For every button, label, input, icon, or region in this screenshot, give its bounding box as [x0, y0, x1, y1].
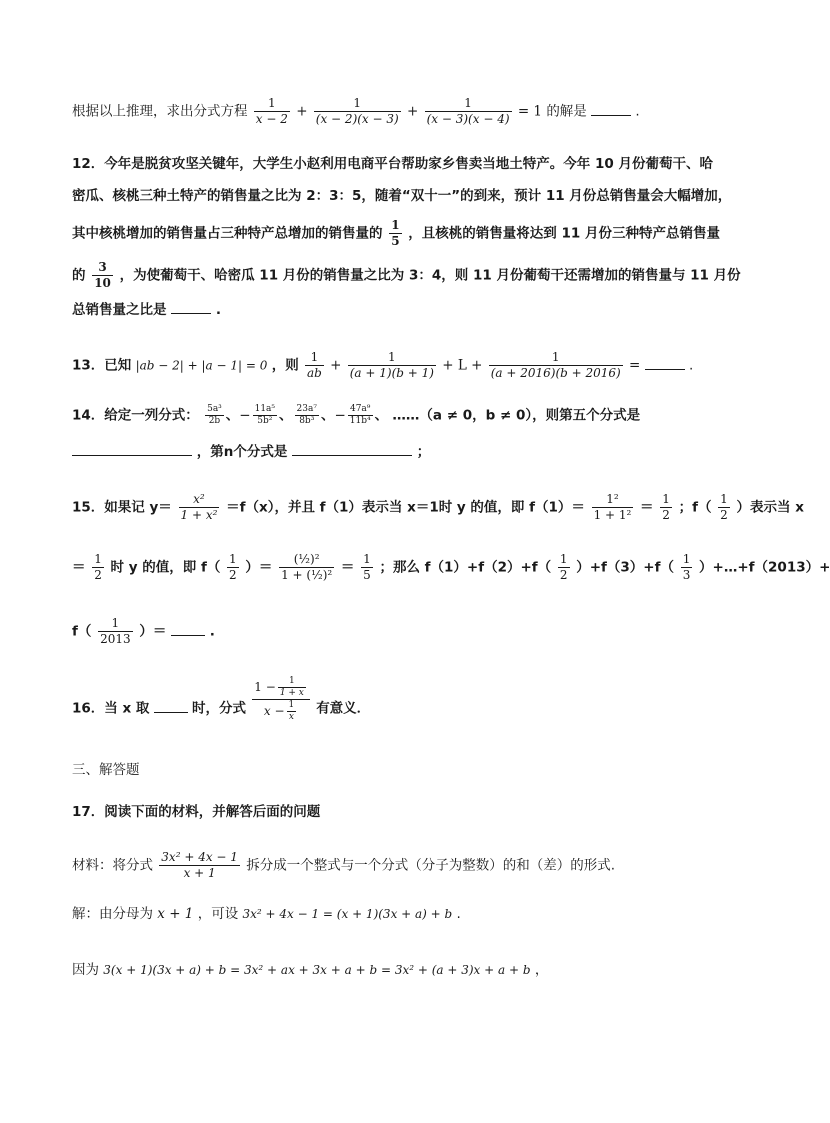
- material-line: 材料：将分式 $\frac{\text{3x² + 4x − 1}}{x + 1}$ 拆分成一个整式与一个分式（分子为整数）的和（差）的形式.: [72, 850, 616, 880]
- fraction-three-tenths: $\frac{3}{10}$: [94, 260, 111, 290]
- fraction-1-2013: $\frac{1}{2013}$: [100, 616, 131, 646]
- fraction-1: $\frac{1}{x - 2}$: [255, 96, 288, 126]
- fraction-3: $\frac{1}{(x - 3)(x - 4)}$: [426, 96, 510, 126]
- sequence-term-1: $\frac{\text{5a³}}{2b}$: [207, 404, 222, 426]
- fraction-half: $\frac{1}{2}$: [94, 552, 102, 582]
- fraction-one-fifth: $\frac{1}{5}$: [363, 552, 371, 582]
- answer-blank[interactable]: [154, 700, 188, 713]
- q14-line-2: ，第n个分式是 ；: [72, 442, 734, 462]
- fraction-half: $\frac{1}{2}$: [559, 552, 568, 582]
- answer-blank[interactable]: [645, 357, 685, 370]
- answer-blank[interactable]: [171, 301, 211, 314]
- q12-line-1: 12．今年是脱贫攻坚关键年，大学生小赵利用电商平台帮助家乡售卖当地土特产。今年 10 月份葡萄干、哈: [72, 156, 713, 172]
- answer-blank-nth[interactable]: [292, 443, 412, 456]
- answer-blank[interactable]: [591, 103, 631, 116]
- answer-blank[interactable]: [171, 623, 205, 636]
- sequence-term-4: $\frac{\text{47a⁹}}{\text{11b⁴}}$: [349, 404, 371, 426]
- q16-line: 16．当 x 取 时，分式 1 − $\frac{1}{1 + x}$ x − $\frac{1}{x}$ 有意义．: [72, 676, 371, 722]
- fraction-half: $\frac{1}{2}$: [229, 552, 237, 582]
- material-fraction: $\frac{\text{3x² + 4x − 1}}{x + 1}$: [161, 850, 238, 880]
- fraction-third: $\frac{1}{3}$: [682, 552, 691, 582]
- q15-line-3: f（ $\frac{1}{2013}$ ）＝ .: [72, 616, 215, 646]
- complex-fraction: 1 − $\frac{1}{1 + x}$ x − $\frac{1}{x}$: [252, 676, 310, 723]
- section-heading: 三、解答题: [72, 762, 140, 778]
- fraction-f-half: $\frac{\text{(½)²}}{\text{1 + (½)²}}$: [281, 552, 333, 582]
- fraction-half: $\frac{1}{2}$: [662, 492, 670, 522]
- fraction-1-ab: $\frac{1}{ab}$: [307, 350, 322, 380]
- because-line: 因为 3(x + 1)(3x + a) + b = 3x² + ax + 3x + a + b = 3x² + (a + 3)x + a + b ，: [72, 962, 549, 978]
- q12-line-2: 密瓜、核桃三种土特产的销售量之比为 2：3：5，随着“双十一”的到来，预计 11 月份总销售量会大幅增加，: [72, 188, 732, 204]
- text: .: [635, 103, 640, 120]
- answer-blank-fifth[interactable]: [72, 443, 192, 456]
- solution-line: 解：由分母为 x + 1 ，可设 3x² + 4x − 1 = (x + 1)(3x + a) + b .: [72, 906, 461, 922]
- sequence-term-2: $\frac{\text{11a⁵}}{\text{5b²}}$: [254, 404, 276, 426]
- fraction-f1: $\frac{\text{1²}}{\text{1 + 1²}}$: [593, 492, 632, 522]
- q13-condition: |ab − 2| + |a − 1| = 0: [135, 358, 268, 373]
- fraction-2: $\frac{1}{(x - 2)(x - 3)}$: [315, 96, 399, 126]
- q14-line-1: 14．给定一列分式： $\frac{\text{5a³}}{2b}$ 、− $\frac{\text{11a⁵}}{\text{5b²}}$ 、 $\frac{\text{23a⁷}}{\text{8b³}}$ 、− $\frac{\text{47a⁹}}{\text{11b⁴}}$ 、 ……（a ≠ 0，b ≠ 0），则第五个分式是: [72, 404, 641, 426]
- text: 根据以上推理，求出分式方程: [72, 103, 248, 120]
- q15-line-1: 15．如果记 y＝ $\frac{\text{x²}}{\text{1 + x²}}$ ＝f（x），并且 f（1）表示当 x＝1时 y 的值，即 f（1）＝ $\frac{\text{1²}}{\text{1 + 1²}}$ ＝ $\frac{1}{2}$ ；f（ $\frac{1}{2}$ ）表示当 x: [72, 492, 804, 522]
- fraction-a2016: $\frac{1}{(a + 2016)(b + 2016)}$: [490, 350, 621, 380]
- q13-line: 13．已知 |ab − 2| + |a − 1| = 0 ，则 $\frac{1}{ab}$ + $\frac{1}{(a + 1)(b + 1)}$ + L + $\frac{1}{(a + 2016)(b + 2016)}$ = .: [72, 350, 694, 380]
- fraction-one-fifth: $\frac{1}{5}$: [391, 218, 400, 248]
- sequence-term-3: $\frac{\text{23a⁷}}{\text{8b³}}$: [296, 404, 317, 426]
- q15-line-2: ＝ $\frac{1}{2}$ 时 y 的值，即 f（ $\frac{1}{2}$ ）＝ $\frac{\text{(½)²}}{\text{1 + (½)²}}$ ＝ $\frac{1}{5}$ ；那么 f（1）+f（2）+f（ $\frac{1}{2}$ ）+f（3）+f（ $\frac{1}{3}$ ）+…+f（2013）+: [72, 552, 830, 582]
- q12-line-4: 的 $\frac{3}{10}$ ，为使葡萄干、哈密瓜 11 月份的销售量之比为 3：4，则 11 月份葡萄干还需增加的销售量与 11 月份: [72, 260, 741, 290]
- fraction-x2: $\frac{\text{x²}}{\text{1 + x²}}$: [180, 492, 218, 522]
- fraction-a1b1: $\frac{1}{(a + 1)(b + 1)}$: [349, 350, 434, 380]
- fraction-half-arg: $\frac{1}{2}$: [720, 492, 728, 522]
- q17-title: 17．阅读下面的材料，并解答后面的问题: [72, 804, 321, 820]
- q12-line-5: 总销售量之比是 .: [72, 302, 222, 318]
- q12-line-3: 其中核桃增加的销售量占三种特产总增加的销售量的 $\frac{1}{5}$ ，且核桃的销售量将达到 11 月份三种特产总销售量: [72, 218, 720, 248]
- equation-problem-line: 根据以上推理，求出分式方程 $\frac{1}{x - 2}$ + $\frac{1}{(x - 2)(x - 3)}$ + $\frac{1}{(x - 3)(x - 4)}$ = 1 的解是 .: [72, 96, 640, 126]
- text: 的解是: [546, 103, 587, 120]
